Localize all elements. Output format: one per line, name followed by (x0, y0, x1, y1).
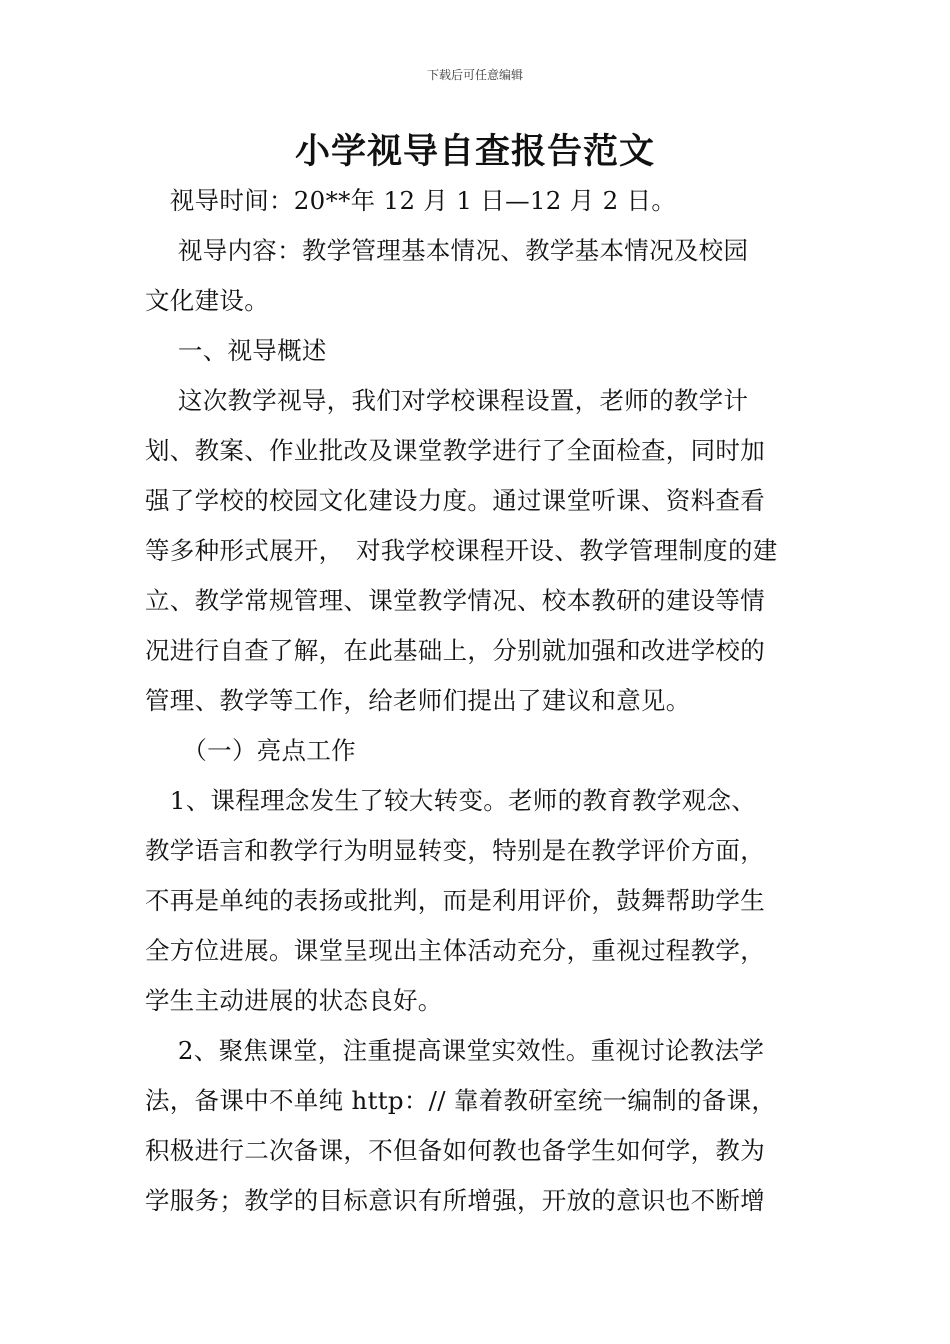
text-line: 等多种形式展开， 对我学校课程开设、教学管理制度的建 (145, 536, 778, 565)
page-title: 小学视导自查报告范文 (294, 132, 655, 172)
text-line: 况进行自查了解，在此基础上，分别就加强和改进学校的 (145, 636, 765, 665)
text-line: 教学语言和教学行为明显转变，特别是在教学评价方面， (145, 836, 765, 865)
text-line: 视导内容：教学管理基本情况、教学基本情况及校园 (145, 236, 749, 265)
text-line: 全方位进展。课堂呈现出主体活动充分，重视过程教学， (145, 936, 765, 965)
text-line: 立、教学常规管理、课堂教学情况、校本教研的建设等情 (145, 586, 765, 615)
text-line: 文化建设。 (145, 286, 269, 315)
text-line: 管理、教学等工作，给老师们提出了建议和意见。 (145, 686, 691, 715)
text-line: 学服务；教学的目标意识有所增强，开放的意识也不断增 (145, 1186, 765, 1215)
text-line: 一、视导概述 (145, 336, 327, 365)
body-text (145, 176, 810, 1226)
text-line: 强了学校的校园文化建设力度。通过课堂听课、资料查看 (145, 486, 765, 515)
text-line: 2、聚焦课堂，注重提高课堂实效性。重视讨论教法学 (145, 1036, 765, 1065)
text-line: 划、教案、作业批改及课堂教学进行了全面检查，同时加 (145, 436, 765, 465)
text-line: 法，备课中不单纯 http：// 靠着教研室统一编制的备课， (145, 1086, 777, 1115)
text-line: 积极进行二次备课，不但备如何教也备学生如何学，教为 (145, 1136, 765, 1165)
text-line: 1、课程理念发生了较大转变。老师的教育教学观念、 (145, 786, 757, 815)
text-line: 这次教学视导，我们对学校课程设置，老师的教学计 (145, 386, 749, 415)
text-line: 学生主动进展的状态良好。 (145, 986, 443, 1015)
text-line: （一）亮点工作 (145, 736, 356, 765)
header-note: 下载后可任意编辑 (426, 68, 523, 82)
text-line: 视导时间：20**年 12 月 1 日—12 月 2 日。 (145, 186, 677, 215)
text-line: 不再是单纯的表扬或批判，而是利用评价，鼓舞帮助学生 (145, 886, 765, 915)
